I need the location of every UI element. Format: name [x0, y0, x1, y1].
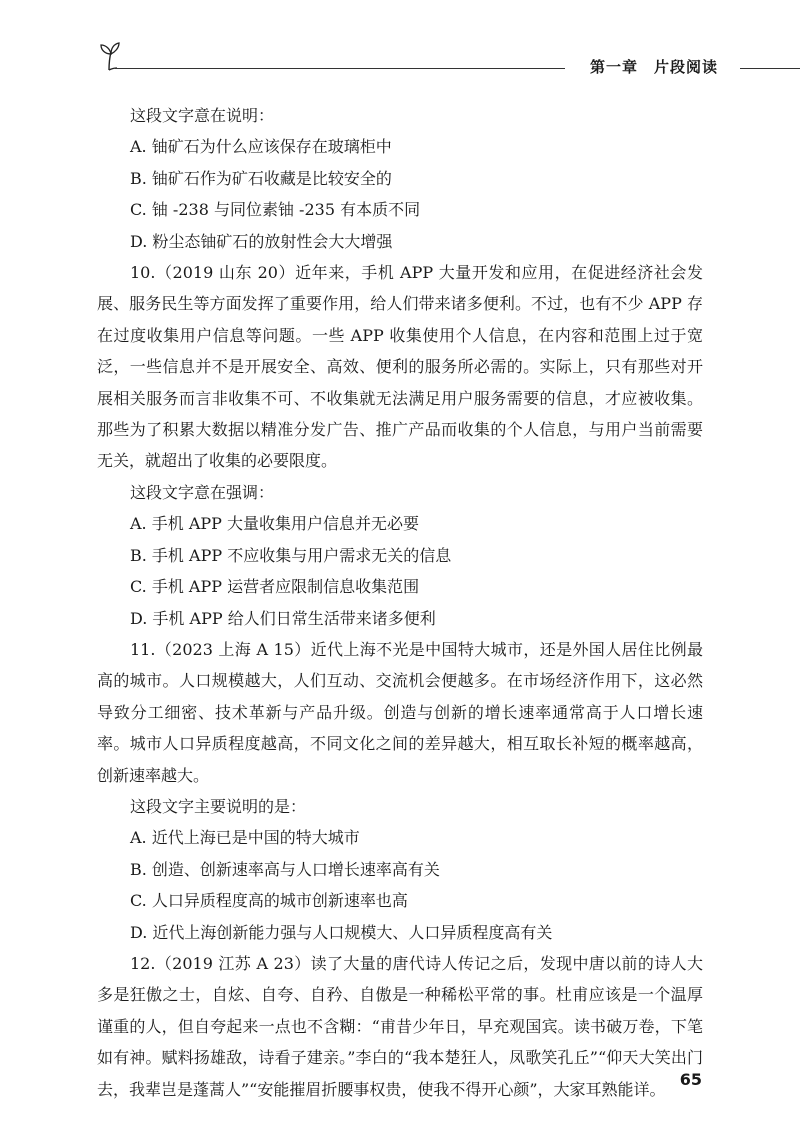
- question-9-option-b: B. 铀矿石作为矿石收藏是比较安全的: [130, 168, 392, 188]
- header-rule-right: [740, 68, 800, 69]
- question-9-lead: 这段文字意在说明：: [130, 106, 275, 125]
- question-10-option-b: B. 手机 APP 不应收集与用户需求无关的信息: [130, 545, 452, 565]
- question-9-option-c: C. 铀 -238 与同位素铀 -235 有本质不同: [130, 200, 421, 220]
- question-11-option-a: A. 近代上海已是中国的特大城市: [130, 828, 360, 848]
- question-11-lead: 这段文字主要说明的是：: [130, 796, 307, 816]
- question-11-option-b: B. 创造、创新速率高与人口增长速率高有关: [130, 859, 440, 879]
- question-11-option-d: D. 近代上海创新能力强与人口规模大、人口异质程度高有关: [130, 922, 553, 942]
- question-11-stem: 11.（2023 上海 A 15）近代上海不光是中国特大城市，还是外国人居住比例最高的城市。人口规模越大，人们互动、交流机会便越多。在市场经济作用下，这必然导致分工细密、技术革新与产品升级。创造与创新的增长速率通常高于人口增长速率。城市人口异质程度越高，不同文化之间的差异越大，相互取长补短的概率越高，创新速率越大。: [97, 639, 703, 785]
- chapter-number: 第一章: [589, 58, 638, 76]
- header-rule-left: [115, 68, 585, 69]
- question-9-option-a: A. 铀矿石为什么应该保存在玻璃柜中: [130, 137, 392, 157]
- question-10-lead: 这段文字意在强调：: [130, 482, 275, 502]
- chapter-heading: [565, 56, 743, 77]
- chapter-title: 片段阅读: [654, 58, 719, 76]
- question-12-stem: 12.（2019 江苏 A 23）读了大量的唐代诗人传记之后，发现中唐以前的诗人大多是狂傲之士，自炫、自夸、自矜、自傲是一种稀松平常的事。杜甫应该是一个温厚谨重的人，但自夸起来一点也不含糊：“甫昔少年日，早充观国宾。读书破万卷，下笔如有神。赋料扬雄敌，诗看子建亲。”李白的“我本楚狂人，凤歌笑孔丘”“仰天大笑出门去，我辈岂是蓬蒿人”“安能摧眉折腰事权贵，使我不得开心颜”，大家耳熟能详。: [97, 953, 703, 1099]
- question-9-option-d: D. 粉尘态铀矿石的放射性会大大增强: [130, 231, 393, 251]
- question-10-option-d: D. 手机 APP 给人们日常生活带来诸多便利: [130, 608, 436, 628]
- page-body: [97, 100, 703, 1105]
- question-10-option-a: A. 手机 APP 大量收集用户信息并无必要: [130, 514, 419, 534]
- page-header: [95, 40, 800, 80]
- page-number: 65: [679, 1070, 702, 1089]
- question-11-option-c: C. 人口异质程度高的城市创新速率也高: [130, 891, 408, 911]
- question-10-option-c: C. 手机 APP 运营者应限制信息收集范围: [130, 577, 420, 597]
- question-10-stem: 10.（2019 山东 20）近年来，手机 APP 大量开发和应用，在促进经济社会发展、服务民生等方面发挥了重要作用，给人们带来诸多便利。不过，也有不少 APP 存在过度收集用户信息等问题。一些 APP 收集使用个人信息，在内容和范围上过于宽泛，一些信息并不是开展安全、高效、便利的服务所必需的。实际上，只有那些对开展相关服务而言非收集不可、不收集就无法满足用户服务需要的信息，才应被收集。那些为了积累大数据以精准分发广告、推广产品而收集的个人信息，与用户当前需要无关，就超出了收集的必要限度。: [97, 263, 703, 471]
